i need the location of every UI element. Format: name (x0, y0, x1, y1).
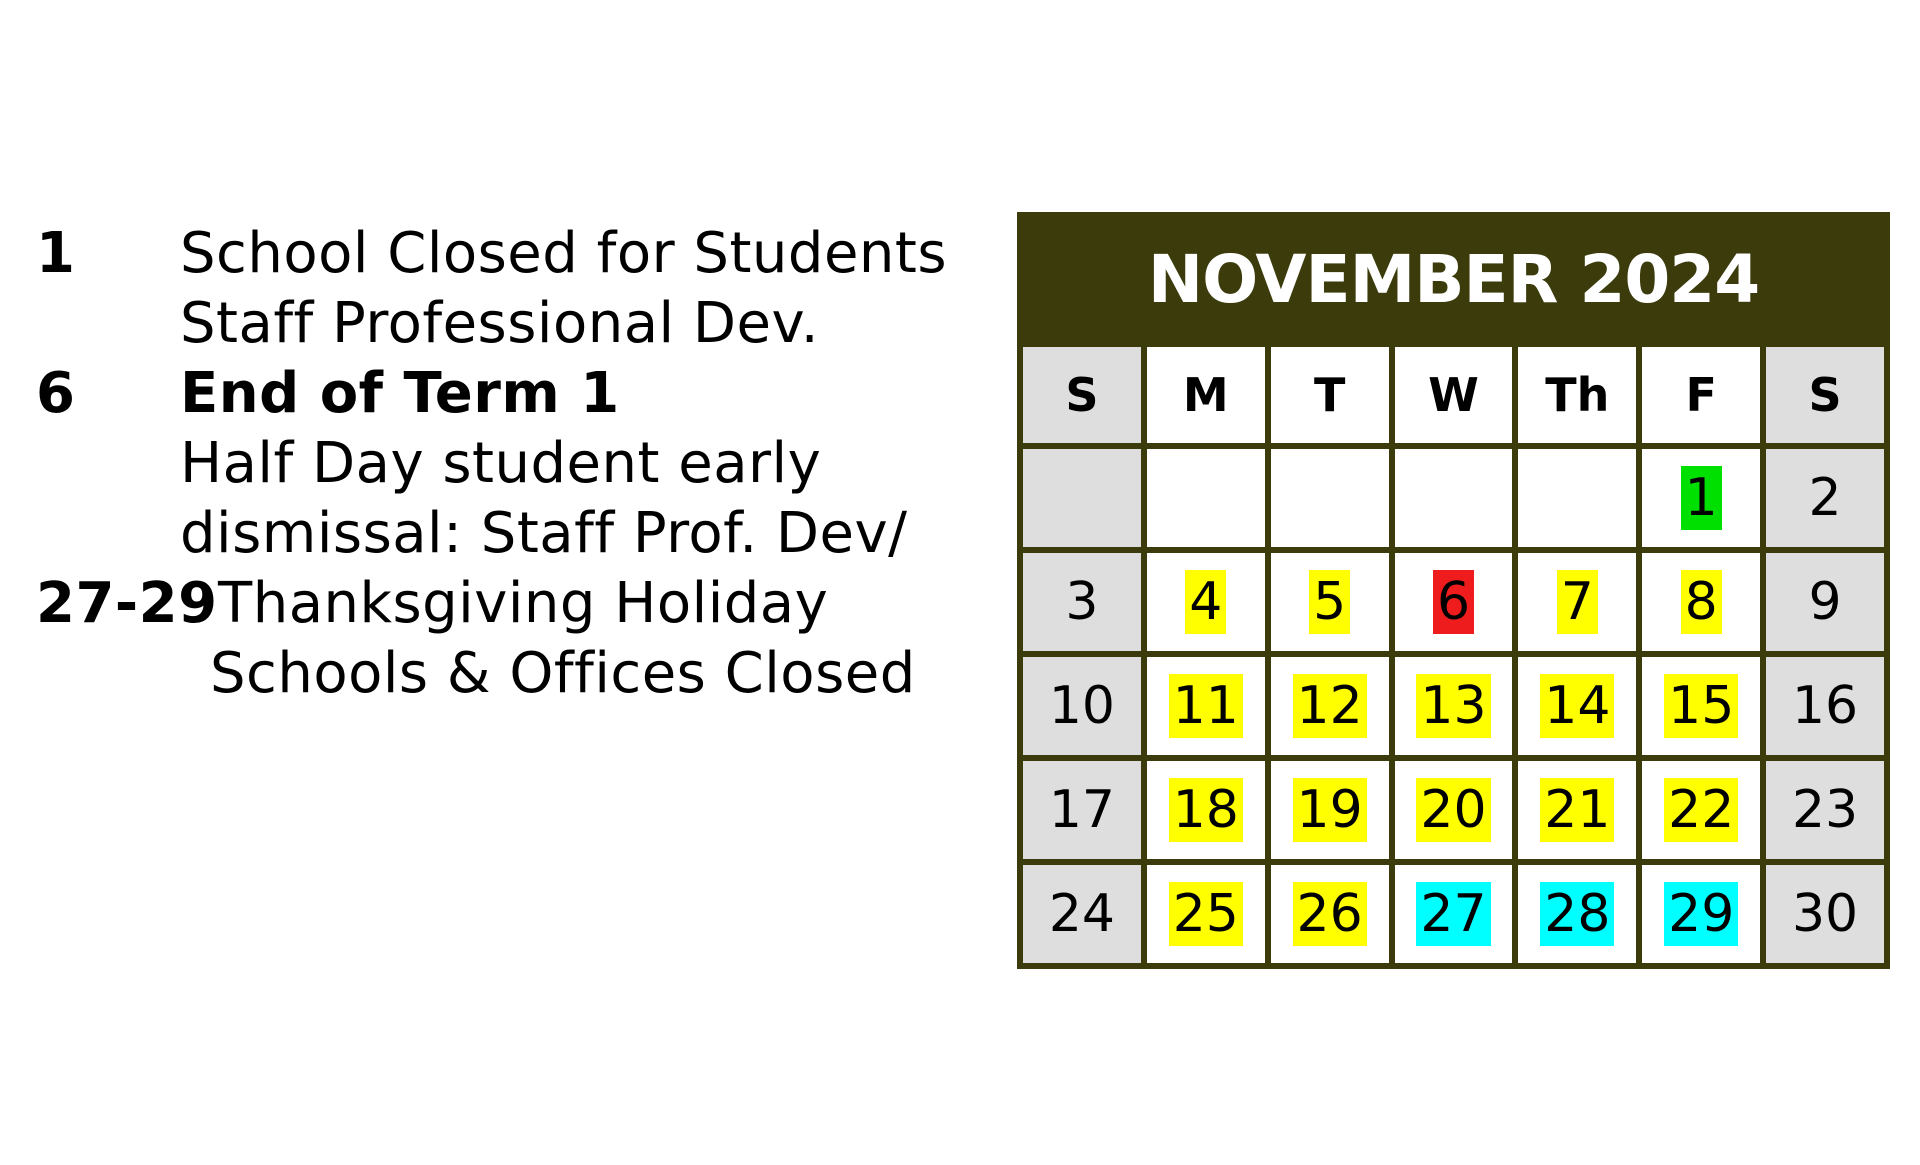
calendar-grid (1023, 347, 1884, 963)
calendar-day (1518, 657, 1636, 755)
day-number: 20 (1416, 778, 1490, 842)
day-number: 2 (1808, 468, 1842, 528)
calendar-day (1766, 449, 1884, 547)
day-number: 4 (1185, 570, 1226, 634)
weekday-header: T (1271, 347, 1389, 443)
calendar-day (1642, 865, 1760, 963)
day-number: 30 (1791, 884, 1859, 944)
day-number: 27 (1416, 882, 1490, 946)
day-number: 6 (1433, 570, 1474, 634)
weekday-header: W (1395, 347, 1513, 443)
calendar-day (1642, 449, 1760, 547)
calendar-day (1766, 553, 1884, 651)
calendar-empty-day (1271, 449, 1389, 547)
event-date: 1 (36, 221, 76, 286)
calendar-empty-day (1023, 449, 1141, 547)
calendar-day (1023, 553, 1141, 651)
calendar-title: NOVEMBER 2024 (1017, 212, 1890, 347)
calendar-day (1023, 865, 1141, 963)
event-description: School Closed for Students (180, 221, 948, 286)
calendar-day (1147, 865, 1265, 963)
event-title: End of Term 1 (180, 361, 620, 426)
day-number: 5 (1309, 570, 1350, 634)
calendar-day (1271, 865, 1389, 963)
calendar-empty-day (1395, 449, 1513, 547)
day-number: 15 (1664, 674, 1738, 738)
day-number: 14 (1540, 674, 1614, 738)
day-number: 11 (1169, 674, 1243, 738)
calendar-day (1395, 553, 1513, 651)
calendar-day (1518, 553, 1636, 651)
calendar-day (1023, 657, 1141, 755)
day-number: 10 (1048, 676, 1115, 736)
day-number: 28 (1540, 882, 1614, 946)
calendar-day (1271, 657, 1389, 755)
day-number: 3 (1065, 572, 1099, 632)
calendar-day (1766, 657, 1884, 755)
event-description: Staff Professional Dev. (180, 291, 820, 356)
calendar-day (1642, 761, 1760, 859)
day-number: 29 (1664, 882, 1738, 946)
weekday-header: S (1023, 347, 1141, 443)
day-number: 13 (1416, 674, 1490, 738)
day-number: 23 (1791, 780, 1859, 840)
event-description: Half Day student early (180, 431, 822, 496)
day-number: 12 (1293, 674, 1367, 738)
day-number: 1 (1681, 466, 1722, 530)
weekday-header: Th (1518, 347, 1636, 443)
weekday-header: F (1642, 347, 1760, 443)
day-number: 21 (1540, 778, 1614, 842)
event-description: dismissal: Staff Prof. Dev/ (180, 501, 908, 566)
calendar-day (1395, 761, 1513, 859)
day-number: 18 (1169, 778, 1243, 842)
calendar-day (1271, 553, 1389, 651)
event-date: 6 (36, 361, 76, 426)
day-number: 22 (1664, 778, 1738, 842)
event-date: 27-29 (36, 571, 218, 636)
calendar-day (1766, 865, 1884, 963)
calendar-day (1518, 761, 1636, 859)
calendar-day (1147, 553, 1265, 651)
calendar-day (1518, 865, 1636, 963)
calendar-empty-day (1147, 449, 1265, 547)
day-number: 19 (1293, 778, 1367, 842)
day-number: 8 (1681, 570, 1722, 634)
day-number: 26 (1293, 882, 1367, 946)
calendar-day (1147, 761, 1265, 859)
calendar-day (1766, 761, 1884, 859)
day-number: 9 (1808, 572, 1842, 632)
day-number: 17 (1048, 780, 1115, 840)
calendar-day (1395, 657, 1513, 755)
day-number: 24 (1048, 884, 1115, 944)
day-number: 7 (1557, 570, 1598, 634)
calendar-empty-day (1518, 449, 1636, 547)
calendar-day (1395, 865, 1513, 963)
calendar-day (1147, 657, 1265, 755)
event-description: Thanksgiving Holiday (218, 571, 829, 636)
calendar-day (1023, 761, 1141, 859)
weekday-header: S (1766, 347, 1884, 443)
calendar-day (1642, 553, 1760, 651)
event-description: Schools & Offices Closed (210, 641, 916, 706)
month-calendar (1017, 212, 1890, 969)
day-number: 16 (1791, 676, 1859, 736)
event-legend (0, 0, 960, 760)
calendar-day (1642, 657, 1760, 755)
weekday-header: M (1147, 347, 1265, 443)
calendar-day (1271, 761, 1389, 859)
day-number: 25 (1169, 882, 1243, 946)
